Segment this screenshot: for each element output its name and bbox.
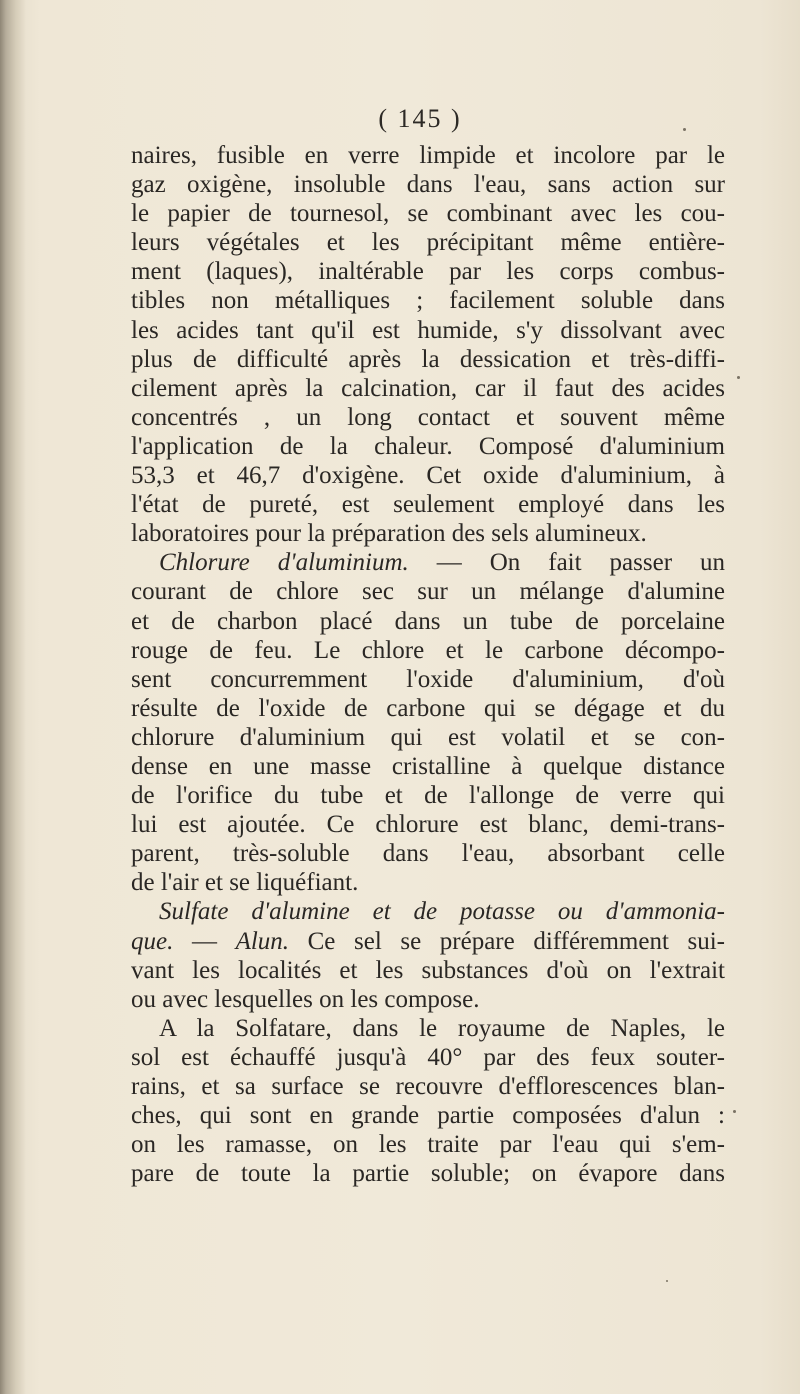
text-line	[131, 752, 725, 781]
text-line	[131, 868, 725, 897]
text-run: l'application de la chaleur. Composé d'aluminium	[131, 432, 725, 460]
text-run: cilement après la calcination, car il faut des acides	[131, 374, 725, 402]
text-run: 53,3 et 46,7 d'oxigène. Cet oxide d'aluminium, à	[131, 462, 725, 490]
text-run: courant de chlore sec sur un mélange d'alumine	[131, 578, 725, 606]
text-run: de l'orifice du tube et de l'allonge de verre qui	[131, 782, 725, 810]
text-line	[131, 490, 725, 519]
text-run: lui est ajoutée. Ce chlorure est blanc, demi-trans-	[131, 811, 725, 839]
text-line	[131, 519, 725, 548]
text-run: les acides tant qu'il est humide, s'y dissolvant avec	[131, 316, 725, 344]
text-line	[131, 897, 725, 926]
text-line	[131, 1130, 725, 1159]
text-line	[131, 1043, 725, 1072]
text-run: leurs végétales et les précipitant même entière-	[131, 229, 725, 257]
text-run: A la Solfatare, dans le royaume de Naples, le	[159, 1014, 725, 1042]
text-line	[131, 636, 725, 665]
text-run: gaz oxigène, insoluble dans l'eau, sans action sur	[131, 171, 725, 199]
paper-speck	[683, 128, 686, 131]
text-run: naires, fusible en verre limpide et incolore par le	[131, 142, 725, 169]
text-line	[131, 985, 725, 1014]
page-number: ( 145 )	[378, 104, 462, 133]
text-line	[131, 286, 725, 315]
paper-speck	[737, 376, 740, 379]
text-line	[131, 228, 725, 257]
text-line	[131, 461, 725, 490]
text-line	[131, 1101, 725, 1130]
text-run: parent, très-soluble dans l'eau, absorbant celle	[131, 840, 725, 868]
text-line	[131, 665, 725, 694]
text-line	[131, 170, 725, 199]
text-line	[131, 1072, 725, 1101]
text-line	[131, 1014, 725, 1043]
text-line	[131, 839, 725, 868]
text-line	[131, 927, 725, 956]
text-line	[131, 694, 725, 723]
text-run: de l'air et se liquéfiant.	[131, 869, 359, 897]
text-run: chlorure d'aluminium qui est volatil et se con-	[131, 723, 725, 751]
text-run: résulte de l'oxide de carbone qui se dégage et du	[131, 694, 725, 722]
italic-heading: que.	[131, 927, 174, 955]
text-run: plus de difficulté après la dessication et très-diffi-	[131, 345, 725, 373]
text-run: laboratoires pour la préparation des sels alumineux.	[131, 520, 647, 548]
italic-heading: Sulfate d'alumine et de potasse ou d'ammonia-	[159, 898, 725, 926]
text-line	[131, 374, 725, 403]
text-run: ment (laques), inaltérable par les corps combus-	[131, 258, 725, 286]
text-line	[131, 316, 725, 345]
text-line	[131, 723, 725, 752]
text-run: le papier de tournesol, se combinant avec les cou-	[131, 200, 725, 228]
text-line	[131, 781, 725, 810]
text-run: Ce sel se prépare différemment sui-	[289, 927, 726, 955]
paper-speck	[733, 1110, 736, 1113]
text-run: vant les localités et les substances d'où on l'extrait	[131, 956, 725, 984]
text-run: ou avec lesquelles on les compose.	[131, 985, 480, 1013]
text-run: concentrés , un long contact et souvent même	[131, 403, 725, 431]
text-run: tibles non métalliques ; facilement soluble dans	[131, 287, 725, 315]
text-line	[131, 141, 725, 170]
text-line	[131, 548, 725, 577]
text-run: l'état de pureté, est seulement employé dans les	[131, 491, 725, 519]
text-line	[131, 199, 725, 228]
text-line	[131, 1159, 725, 1188]
text-run: —	[173, 927, 236, 955]
text-run: ches, qui sont en grande partie composées d'alun :	[131, 1102, 725, 1130]
text-run: on les ramasse, on les traite par l'eau qui s'em-	[131, 1131, 725, 1159]
text-run: rains, et sa surface se recouvre d'efflorescences blan-	[131, 1073, 725, 1100]
text-line	[131, 577, 725, 606]
text-run: sent concurremment l'oxide d'aluminium, d'où	[131, 665, 725, 693]
text-run: et de charbon placé dans un tube de porcelaine	[131, 607, 725, 635]
text-line	[131, 345, 725, 374]
paper-speck	[666, 1280, 668, 1282]
body-text	[131, 141, 725, 1188]
text-line	[131, 257, 725, 286]
text-line	[131, 403, 725, 432]
text-line	[131, 956, 725, 985]
text-line	[131, 607, 725, 636]
italic-heading: Alun.	[235, 927, 290, 955]
text-run: sol est échauffé jusqu'à 40° par des feux souter-	[131, 1043, 725, 1071]
text-run: rouge de feu. Le chlore et le carbone décompo-	[131, 636, 725, 664]
book-binding-shadow	[0, 0, 26, 1394]
italic-heading: Chlorure d'aluminium.	[159, 549, 409, 577]
text-line	[131, 432, 725, 461]
text-run: — On fait passer un	[408, 549, 726, 577]
text-run: pare de toute la partie soluble; on évapore dans	[131, 1160, 725, 1188]
text-run: dense en une masse cristalline à quelque distance	[131, 752, 725, 780]
text-line	[131, 810, 725, 839]
